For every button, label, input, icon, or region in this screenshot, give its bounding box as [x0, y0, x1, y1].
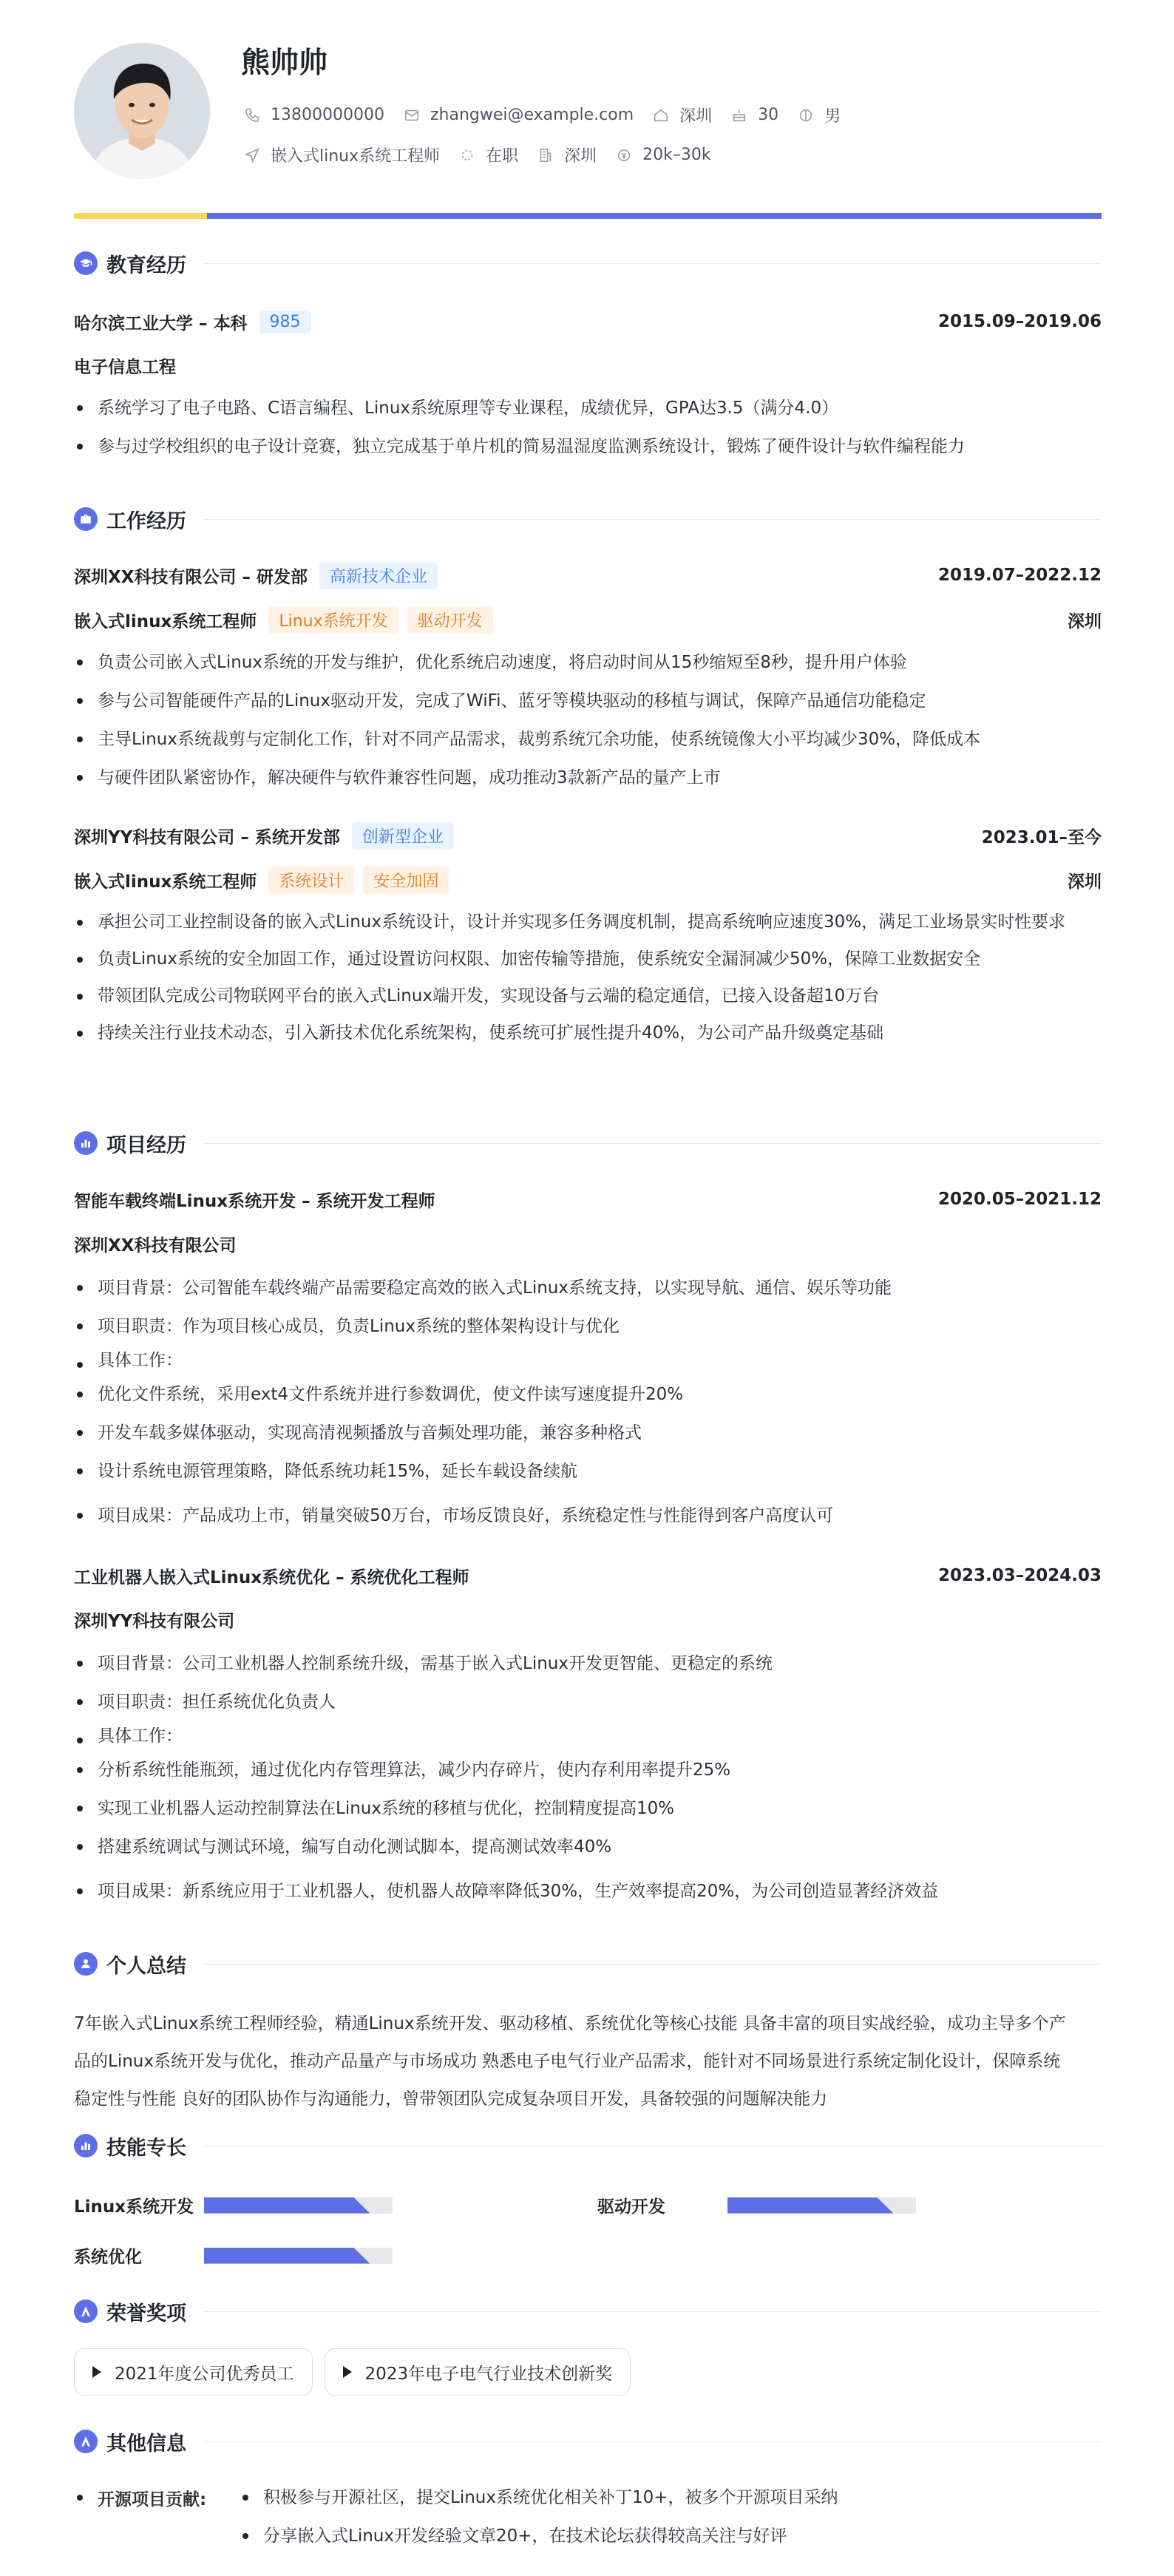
job-role: 嵌入式linux系统工程师 — [74, 611, 257, 631]
project-company-row — [74, 1604, 1102, 1634]
job-role-row — [74, 605, 1102, 634]
skill-tag: 安全加固 — [363, 867, 449, 894]
section-title: 技能专长 — [106, 2136, 186, 2160]
major-row — [74, 350, 1102, 380]
skill-name: Linux系统开发 — [74, 2197, 194, 2217]
work-section — [74, 504, 1102, 534]
section-header — [74, 504, 1102, 534]
education-bullets — [74, 389, 1102, 466]
other-label-row — [74, 2483, 206, 2512]
city-item — [651, 104, 712, 126]
section-header — [74, 248, 1102, 278]
avatar-portrait-icon — [74, 43, 210, 179]
list-item: 搭建系统调试与测试环境，编写自动化测试脚本，提高测试效率40% — [74, 1828, 1102, 1866]
status-item — [458, 143, 518, 166]
summary-line: 7年嵌入式Linux系统工程师经验，精通Linux系统开发、驱动移植、系统优化等核心技能 具备丰富的项目实战经验，成功主导多个产 — [74, 2014, 1066, 2033]
education-section — [74, 248, 1102, 278]
list-item: 项目职责：作为项目核心成员，负责Linux系统的整体架构设计与优化 — [74, 1307, 1102, 1346]
job-role-row — [74, 865, 1102, 895]
skill-bar — [204, 2197, 393, 2214]
section-header — [74, 1128, 1102, 1158]
project-title-row — [74, 1561, 1102, 1590]
list-item: 系统学习了电子电路、C语言编程、Linux系统原理等专业课程，成绩优异，GPA达3.5（满分4.0） — [74, 389, 1102, 427]
skill-bar — [204, 2248, 393, 2264]
header-divider — [74, 213, 1102, 219]
list-item: 持续关注行业技术动态，引入新技术优化系统架构，使系统可扩展性提升40%，为公司产品升级奠定基础 — [74, 1014, 1102, 1051]
gender-value: 男 — [824, 107, 841, 126]
honor-label: 2021年度公司优秀员工 — [115, 2364, 294, 2384]
triangle-icon — [343, 2366, 352, 2378]
company-tag: 创新型企业 — [352, 822, 454, 850]
section-header — [74, 1949, 1102, 1979]
job-location: 深圳 — [1068, 611, 1102, 631]
project-date: 2023.03–2024.03 — [937, 1566, 1102, 1585]
list-item: 分析系统性能瓶颈，通过优化内存管理算法，减少内存碎片，使内存利用率提升25% — [74, 1751, 1102, 1789]
skill-bar-fill — [204, 2248, 370, 2264]
list-item: 承担公司工业控制设备的嵌入式Linux系统设计，设计并实现多任务调度机制，提高系统响应速度30%，满足工业场景实时性要求 — [74, 904, 1102, 940]
user-icon — [74, 1952, 98, 1976]
award-icon — [74, 2299, 98, 2323]
skill-tag: 系统设计 — [268, 867, 354, 894]
list-item: 参与公司智能硬件产品的Linux驱动开发，完成了WiFi、蓝牙等模块驱动的移植与调试，保障产品通信功能稳定 — [74, 682, 1102, 720]
section-header — [74, 2131, 1102, 2160]
job-location: 深圳 — [1068, 872, 1102, 892]
major: 电子信息工程 — [74, 357, 176, 377]
job-company-row — [74, 560, 1102, 590]
list-item: 实现工业机器人运动控制算法在Linux系统的移植与优化，控制精度提高10% — [74, 1789, 1102, 1828]
send-icon — [242, 146, 262, 165]
section-title: 荣誉奖项 — [106, 2302, 186, 2325]
section-title: 其他信息 — [106, 2432, 186, 2455]
avatar — [74, 43, 210, 179]
skill-bar-fill — [727, 2197, 893, 2214]
project-bullets — [74, 1644, 1102, 1911]
projects-section — [74, 1128, 1102, 1158]
job-intent-row — [242, 143, 729, 166]
phone-icon — [242, 106, 262, 125]
section-header — [74, 2427, 1102, 2456]
skill-item — [74, 2193, 393, 2217]
skill-tag: 驱动开发 — [407, 606, 493, 634]
list-item: 负责公司嵌入式Linux系统的开发与维护，优化系统启动速度，将启动时间从15秒缩短至8秒，提升用户体验 — [74, 643, 1102, 682]
school-tag: 985 — [259, 311, 311, 333]
target-city-value: 深圳 — [564, 147, 597, 166]
position-item — [242, 143, 440, 166]
city-value: 深圳 — [679, 107, 713, 126]
honor-label: 2023年电子电气行业技术创新奖 — [364, 2364, 613, 2384]
project-name: 智能车载终端Linux系统开发 – 系统开发工程师 — [74, 1191, 435, 1211]
other-section — [74, 2427, 1102, 2456]
list-item: 项目背景：公司智能车载终端产品需要稳定高效的嵌入式Linux系统支持，以实现导航、通信、娱乐等功能 — [74, 1269, 1102, 1307]
list-item: 分享嵌入式Linux开发经验文章20+，在技术论坛获得较高关注与好评 — [240, 2517, 1102, 2555]
email-item — [402, 106, 634, 125]
list-item: 优化文件系统，采用ext4文件系统并进行参数调优，使文件读写速度提升20% — [74, 1375, 1102, 1414]
project-company-row — [74, 1229, 1102, 1258]
project-company: 深圳YY科技有限公司 — [74, 1611, 235, 1631]
list-item: 开发车载多媒体驱动，实现高清视频播放与音频处理功能，兼容多种格式 — [74, 1414, 1102, 1452]
gender-item — [796, 104, 841, 126]
age-value: 30 — [758, 106, 779, 124]
summary-line: 稳定性与性能 良好的团队协作与沟通能力，曾带领团队完成复杂项目开发，具备较强的问题解决能力 — [74, 2089, 828, 2109]
salary-item — [614, 146, 710, 165]
project-date: 2020.05–2021.12 — [937, 1190, 1102, 1209]
list-item: 具体工作： — [74, 1721, 1102, 1751]
contact-row — [242, 104, 858, 126]
money-icon — [614, 146, 634, 165]
summary-section — [74, 1949, 1102, 1979]
summary-line: 品的Linux系统开发与优化，推动产品量产与市场成功 熟悉电子电气行业产品需求，能针对不同场景进行系统定制化设计，保障系统 — [74, 2052, 1061, 2071]
skill-name: 系统优化 — [74, 2248, 142, 2267]
skill-item — [597, 2193, 916, 2217]
triangle-icon — [92, 2366, 101, 2378]
bar-chart-icon — [74, 1131, 98, 1155]
status-icon — [458, 146, 477, 165]
info-icon — [74, 2430, 98, 2453]
skills-section — [74, 2131, 1102, 2160]
list-item: 负责Linux系统的安全加固工作，通过设置访问权限、加密传输等措施，使系统安全漏洞减少50%，保障工业数据安全 — [74, 940, 1102, 977]
phone-item — [242, 106, 384, 125]
section-header — [74, 2297, 1102, 2326]
project-name: 工业机器人嵌入式Linux系统优化 – 系统优化工程师 — [74, 1567, 469, 1587]
list-item: 设计系统电源管理策略，降低系统功耗15%，延长车载设备续航 — [74, 1452, 1102, 1491]
list-item: 项目职责：担任系统优化负责人 — [74, 1683, 1102, 1721]
project-bullets — [74, 1269, 1102, 1535]
company-name: 深圳YY科技有限公司 – 系统开发部 — [74, 827, 340, 847]
skill-bar — [727, 2197, 916, 2214]
job-bullets — [74, 643, 1102, 797]
resume-header — [74, 0, 1102, 214]
list-item: 项目背景：公司工业机器人控制系统升级，需基于嵌入式Linux开发更智能、更稳定的系统 — [74, 1644, 1102, 1683]
email-value: zhangwei@example.com — [430, 106, 634, 124]
skill-bar-fill — [204, 2197, 370, 2214]
job-date: 2019.07–2022.12 — [937, 566, 1102, 585]
other-label: 开源项目贡献: — [98, 2489, 207, 2509]
status-value: 在职 — [486, 147, 519, 166]
chart-icon — [74, 2134, 98, 2158]
list-item: 与硬件团队紧密协作，解决硬件与软件兼容性问题，成功推动3款新产品的量产上市 — [74, 759, 1102, 797]
job-bullets — [74, 904, 1102, 1051]
candidate-name: 熊帅帅 — [241, 47, 328, 80]
phone-value: 13800000000 — [271, 106, 384, 124]
list-item: 项目成果：新系统应用于工业机器人，使机器人故障率降低30%，生产效率提高20%，为公司创造显著经济效益 — [74, 1872, 1102, 1911]
job-date: 2023.01–至今 — [981, 827, 1102, 847]
summary-text — [74, 2005, 1102, 2118]
target-city-item — [536, 143, 597, 166]
briefcase-icon — [74, 507, 98, 531]
mail-icon — [402, 106, 421, 125]
home-icon — [651, 106, 671, 125]
project-title-row — [74, 1184, 1102, 1214]
education-date: 2015.09–2019.06 — [937, 312, 1102, 331]
cake-icon — [730, 106, 749, 125]
skill-name: 驱动开发 — [597, 2197, 665, 2217]
skill-tag: Linux系统开发 — [268, 606, 398, 634]
job-role: 嵌入式linux系统工程师 — [74, 872, 257, 892]
company-tag: 高新技术企业 — [319, 562, 438, 589]
gender-icon — [796, 106, 815, 125]
school-name: 哈尔滨工业大学 – 本科 — [74, 313, 248, 333]
section-title: 个人总结 — [106, 1954, 186, 1978]
list-item: 具体工作： — [74, 1346, 1102, 1375]
section-title: 项目经历 — [106, 1133, 186, 1157]
age-item — [730, 106, 778, 125]
graduation-cap-icon — [74, 251, 98, 275]
position-value: 嵌入式linux系统工程师 — [271, 147, 441, 166]
other-bullets — [240, 2478, 1102, 2555]
list-item: 积极参与开源社区，提交Linux系统优化相关补丁10+，被多个开源项目采纳 — [240, 2478, 1102, 2517]
list-item: 带领团队完成公司物联网平台的嵌入式Linux端开发，实现设备与云端的稳定通信，已接入设备超10万台 — [74, 977, 1102, 1014]
list-item: 项目成果：产品成功上市，销量突破50万台，市场反馈良好，系统稳定性与性能得到客户高度认可 — [74, 1497, 1102, 1535]
company-name: 深圳XX科技有限公司 – 研发部 — [74, 567, 308, 587]
list-item: 参与过学校组织的电子设计竞赛，独立完成基于单片机的简易温湿度监测系统设计，锻炼了硬件设计与软件编程能力 — [74, 427, 1102, 466]
section-title: 工作经历 — [106, 509, 186, 533]
honor-item — [74, 2348, 313, 2396]
education-school-row — [74, 307, 1102, 336]
building-icon — [536, 146, 555, 165]
list-item: 主导Linux系统裁剪与定制化工作，针对不同产品需求，裁剪系统冗余功能，使系统镜像大小平均减少30%，降低成本 — [74, 720, 1102, 759]
section-title: 教育经历 — [106, 254, 186, 277]
skill-item — [74, 2243, 393, 2268]
honors-section — [74, 2297, 1102, 2326]
salary-value: 20k–30k — [642, 146, 711, 164]
honor-item — [325, 2348, 631, 2396]
job-company-row — [74, 821, 1102, 850]
project-company: 深圳XX科技有限公司 — [74, 1236, 237, 1255]
honors-list — [74, 2348, 631, 2396]
